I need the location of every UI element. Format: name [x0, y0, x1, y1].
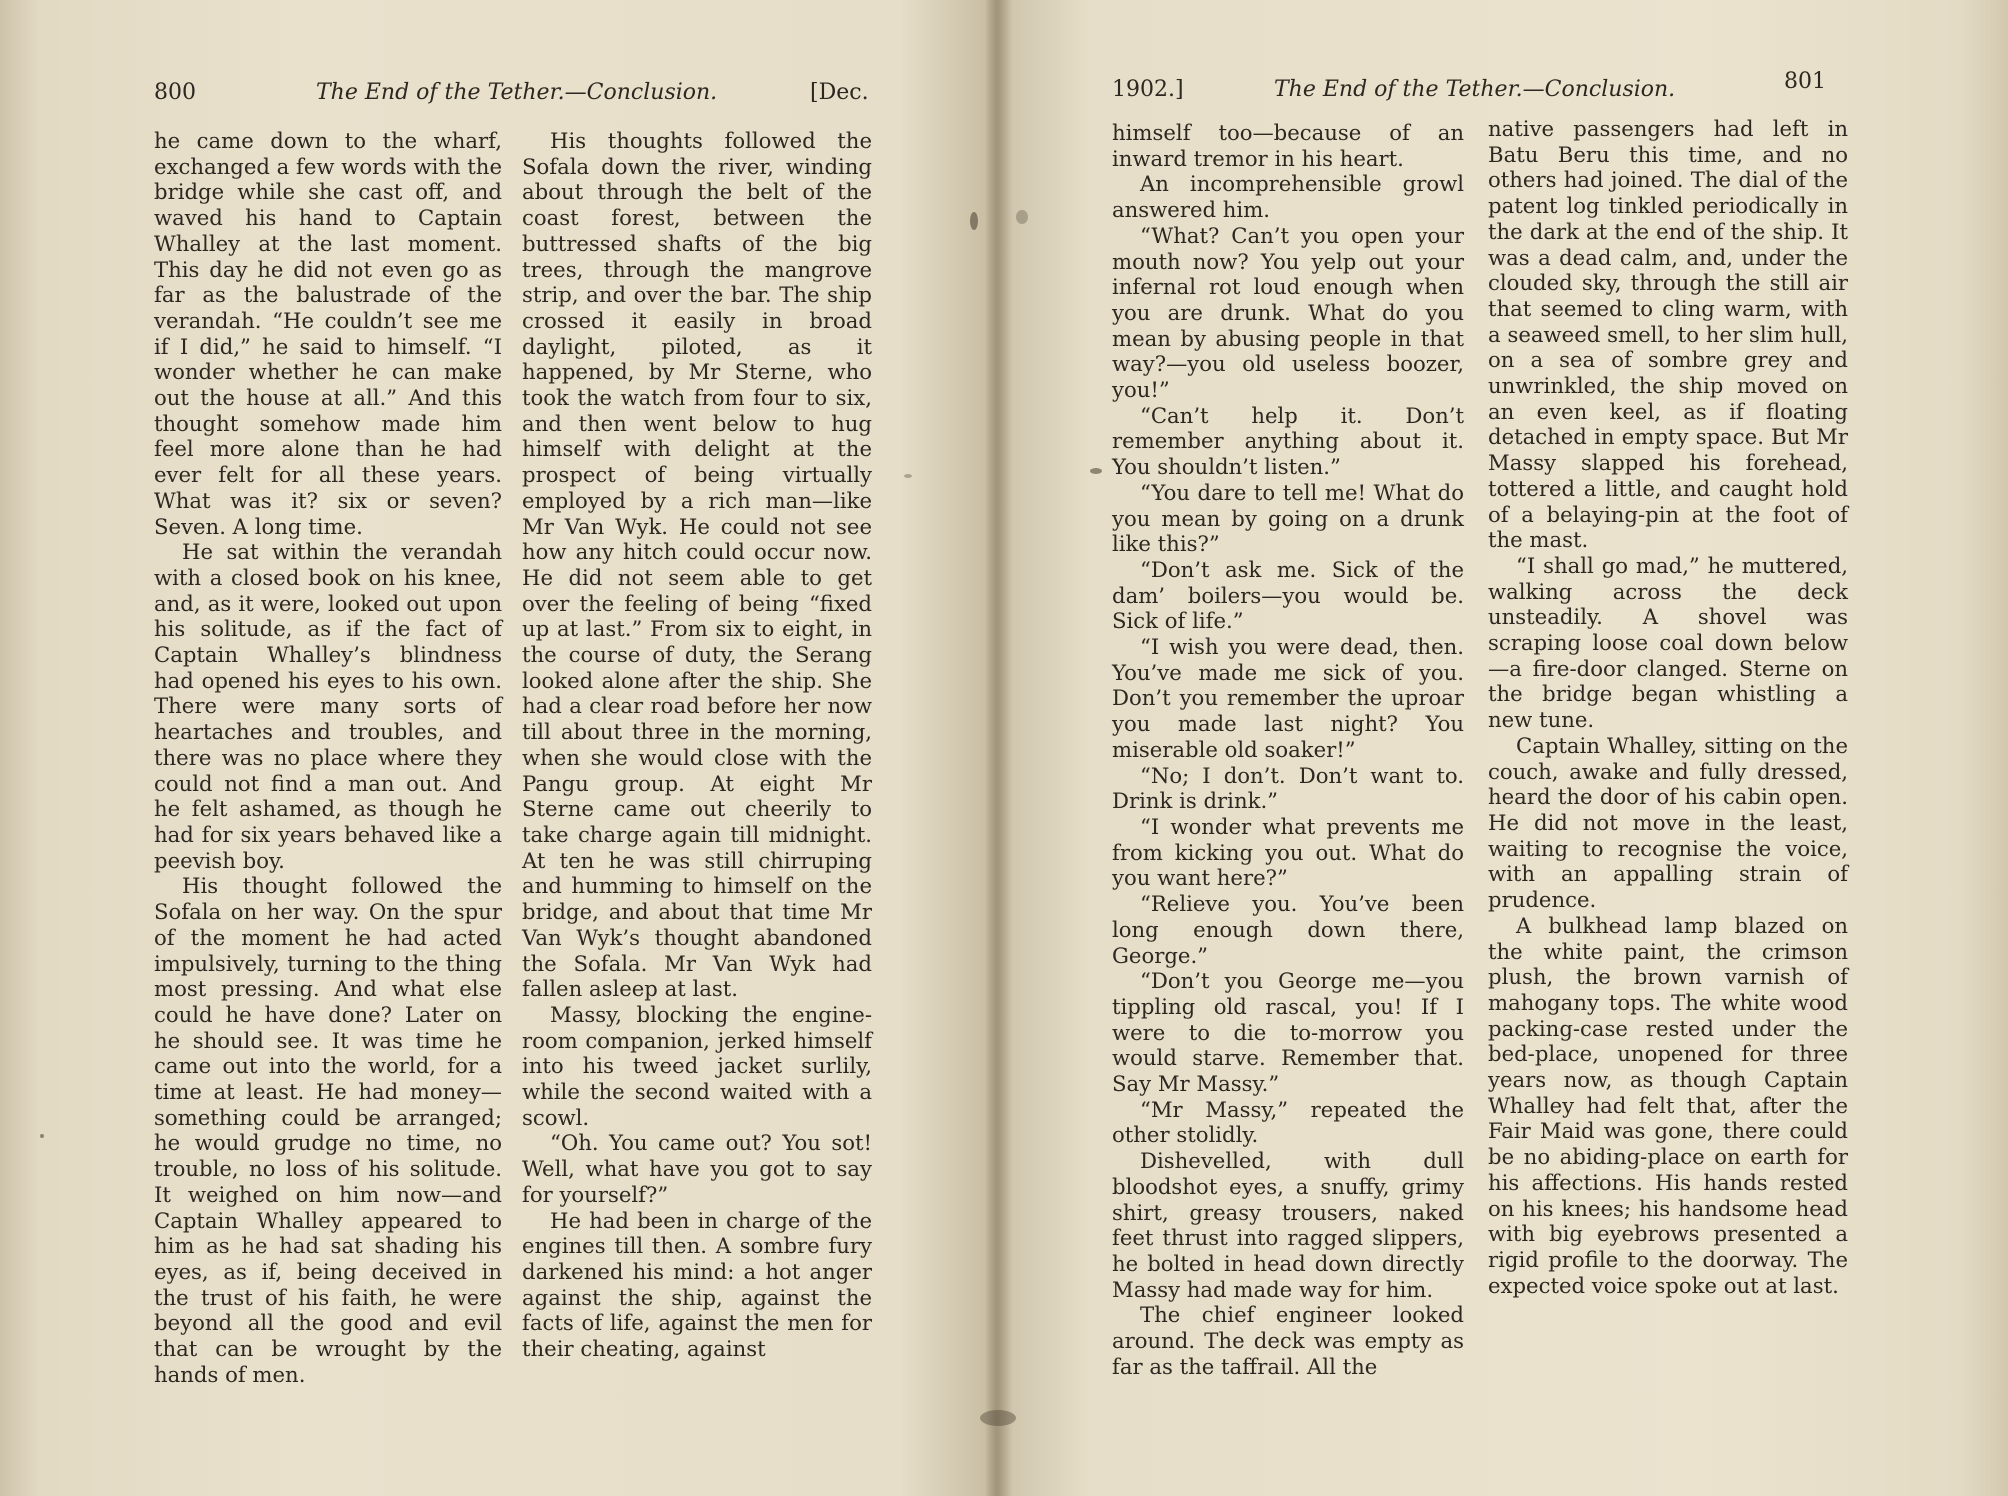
paragraph: “I shall go mad,” he muttered, walking across the deck unsteadily. A shovel was scraping loose coal down below—a fire-door clanged. Sterne on the bridge began whistling a new tune.: [1488, 552, 1848, 733]
paragraph: Massy, blocking the engine-room companion, jerked himself into his tweed jacket surlily, while the second waited with a scowl.: [522, 1001, 872, 1130]
paragraph: “Relieve you. You’ve been long enough down there, George.”: [1112, 891, 1464, 968]
paragraph: “What? Can’t you open your mouth now? You yelp out your infernal rot loud enough when you are drunk. What do you mean by abusing people in that way?—you old useless boozer, you!”: [1112, 222, 1464, 403]
paragraph: An incomprehensible growl answered him.: [1112, 171, 1464, 223]
paragraph: “Don’t you George me—you tippling old rascal, you! If I were to die to-morrow you would starve. Remember that. Say Mr Massy.”: [1112, 968, 1464, 1097]
right-page-column-1: [1112, 120, 1464, 1379]
left-page-number: 800: [154, 80, 196, 105]
paragraph: “Don’t ask me. Sick of the dam’ boilers—you would be. Sick of life.”: [1112, 556, 1464, 634]
ink-mark: [1016, 210, 1028, 224]
right-running-date: 1902.]: [1112, 77, 1184, 102]
paragraph: Captain Whalley, sitting on the couch, awake and fully dressed, heard the door of his cabin open. He did not move in the least, waiting to recognise the voice, with an appalling strain of prudence.: [1488, 732, 1848, 913]
right-page-number: 801: [1784, 69, 1826, 94]
ink-mark: [970, 212, 978, 230]
paragraph: “Mr Massy,” repeated the other stolidly.: [1112, 1096, 1464, 1148]
left-page-column-1: [154, 128, 502, 1387]
paragraph: himself too—because of an inward tremor in his heart.: [1112, 120, 1464, 171]
paragraph: A bulkhead lamp blazed on the white paint, the crimson plush, the brown varnish of mahogany tops. The white wood packing-case rested under the bed-place, unopened for three years now, as though Captain Whalley had felt that, after the Fair Maid was gone, there could be no abiding-place on earth for his affections. His hands rested on his knees; his handsome head with big eyebrows presented a rigid profile to the doorway. The expected voice spoke out at last.: [1488, 912, 1848, 1298]
paragraph: His thought followed the Sofala on her way. On the spur of the moment he had acted impulsively, turning to the thing most pressing. And what else could he have done? Later on he should see. It was time he came out into the world, for a time at least. He had money—something could be arranged; he would grudge no time, no trouble, no loss of his solitude. It weighed on him now—and Captain Whalley appeared to him as he had sat shading his eyes, as if, being deceived in the trust of his faith, he were beyond all the good and evil that can be wrought by the hands of men.: [154, 873, 502, 1387]
book-gutter: [985, 0, 1013, 1496]
left-page-column-2: [522, 128, 872, 1362]
paragraph: native passengers had left in Batu Beru this time, and no others had joined. The dial of the patent log tinkled periodically in the dark at the end of the ship. It was a dead calm, and, under the clouded sky, through the still air that seemed to cling warm, with a seaweed smell, to her slim hull, on a sea of sombre grey and unwrinkled, the ship moved on an even keel, as if floating detached in empty space. But Mr Massy slapped his forehead, tottered a little, and caught hold of a belaying-pin at the foot of the mast.: [1488, 116, 1848, 553]
ink-mark: [40, 1134, 44, 1138]
paragraph: He had been in charge of the engines till then. A sombre fury darkened his mind: a hot anger against the ship, against the facts of life, against the men for their cheating, against: [522, 1207, 872, 1362]
paragraph: “You dare to tell me! What do you mean by going on a drunk like this?”: [1112, 479, 1464, 557]
paragraph: he came down to the wharf, exchanged a few words with the bridge while she cast off, and waved his hand to Captain Whalley at the last moment. This day he did not even go as far as the balustrade of the verandah. “He couldn’t see me if I did,” he said to himself. “I wonder whether he can make out the house at all.” And this thought somehow made him feel more alone than he had ever felt for all these years. What was it? six or seven? Seven. A long time.: [154, 128, 502, 539]
right-page-column-2: [1488, 116, 1848, 1298]
paragraph: “Can’t help it. Don’t remember anything about it. You shouldn’t listen.”: [1112, 402, 1464, 480]
ink-mark: [904, 474, 912, 478]
paragraph: “I wonder what prevents me from kicking you out. What do you want here?”: [1112, 813, 1464, 891]
paragraph: “Oh. You came out? You sot! Well, what have you got to say for yourself?”: [522, 1130, 872, 1207]
ink-mark: [980, 1410, 1016, 1426]
paragraph: Dishevelled, with dull bloodshot eyes, a snuffy, grimy shirt, greasy trousers, naked feet thrust into ragged slippers, he bolted in head down directly Massy had made way for him.: [1112, 1148, 1464, 1302]
left-running-title: The End of the Tether.—Conclusion.: [316, 80, 718, 105]
paragraph: “I wish you were dead, then. You’ve made me sick of you. Don’t you remember the uproar you made last night? You miserable old soaker!”: [1112, 634, 1464, 762]
left-running-date: [Dec.: [810, 80, 869, 105]
left-running-head: [154, 80, 874, 120]
ink-mark: [1090, 468, 1102, 474]
right-running-title: The End of the Tether.—Conclusion.: [1274, 77, 1676, 102]
paragraph: He sat within the verandah with a closed book on his knee, and, as it were, looked out upon his solitude, as if the fact of Captain Whalley’s blindness had opened his eyes to his own. There were many sorts of heartaches and troubles, and there was no place where they could not find a man out. And he felt ashamed, as though he had for six years behaved like a peevish boy.: [154, 539, 502, 873]
paragraph: “No; I don’t. Don’t want to. Drink is drink.”: [1112, 762, 1464, 814]
paragraph: The chief engineer looked around. The deck was empty as far as the taffrail. All the: [1112, 1302, 1464, 1379]
right-running-head: [1112, 69, 1832, 117]
paragraph: His thoughts followed the Sofala down the river, winding about through the belt of the coast forest, between the buttressed shafts of the big trees, through the mangrove strip, and over the bar. The ship crossed it easily in broad daylight, piloted, as it happened, by Mr Sterne, who took the watch from four to six, and then went below to hug himself with delight at the prospect of being virtually employed by a rich man—like Mr Van Wyk. He could not see how any hitch could occur now. He did not seem able to get over the feeling of being “fixed up at last.” From six to eight, in the course of duty, the Serang looked alone after the ship. She had a clear road before her now till about three in the morning, when she would close with the Pangu group. At eight Mr Sterne came out cheerily to take charge again till midnight. At ten he was still chirruping and humming to himself on the bridge, and about that time Mr Van Wyk’s thought abandoned the Sofala. Mr Van Wyk had fallen asleep at last.: [522, 128, 872, 1002]
